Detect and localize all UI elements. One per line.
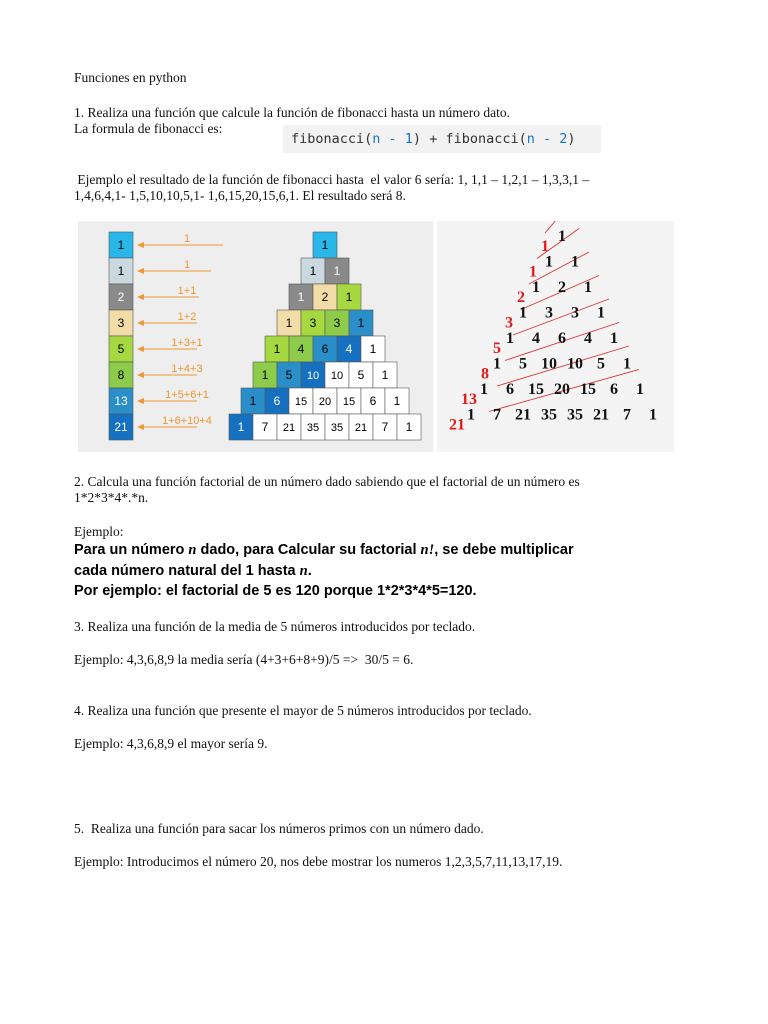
- fib-value: 5: [117, 342, 125, 356]
- fib-label: 8: [481, 365, 489, 383]
- sum-label: 1+1: [177, 285, 197, 297]
- pascal-number: 6: [610, 381, 618, 398]
- factorial-definition-line-2: [74, 561, 312, 581]
- triangle-value: 15: [342, 396, 356, 408]
- triangle-value: 1: [285, 316, 293, 330]
- fib-value: 2: [117, 290, 125, 304]
- triangle-value: 7: [381, 420, 389, 434]
- triangle-value: 1: [249, 394, 257, 408]
- pascal-number: 1: [480, 381, 488, 398]
- bold-1-a: Para un número: [74, 542, 189, 558]
- triangle-value: 2: [321, 290, 329, 304]
- triangle-value: 1: [333, 264, 341, 278]
- pascal-number: 1: [571, 253, 579, 271]
- bold-2-n: n: [299, 563, 308, 579]
- fib-label: 1: [529, 263, 537, 281]
- triangle-value: 35: [330, 422, 344, 434]
- pascal-number: 5: [597, 355, 605, 373]
- exercise-2-formula: 1*2*3*4*.*n.: [74, 490, 149, 505]
- pascal-number: 1: [597, 304, 605, 322]
- formula-call-1: fibonacci(: [291, 131, 373, 147]
- triangle-value: 1: [357, 316, 365, 330]
- fibonacci-formula: [283, 125, 601, 153]
- exercise-3-statement: 3. Realiza una función de la media de 5 números introducidos por teclado.: [74, 619, 476, 634]
- formula-arg-2: n - 2: [526, 131, 568, 147]
- pascal-number: 6: [558, 330, 566, 347]
- triangle-value: 20: [318, 396, 332, 408]
- fib-label: 5: [493, 340, 501, 357]
- pascal-number: 1: [558, 228, 566, 245]
- pascal-number: 15: [528, 381, 544, 398]
- bold-1-n: n: [188, 542, 197, 558]
- fib-value: 13: [114, 394, 128, 408]
- triangle-value: 1: [393, 394, 401, 408]
- exercise-1-example-line-2: 1,4,6,4,1- 1,5,10,10,5,1- 1,6,15,20,15,6,1. El resultado será 8.: [74, 188, 406, 203]
- pascal-number: 1: [545, 253, 553, 271]
- triangle-value: 1: [321, 238, 329, 252]
- exercise-4-example: Ejemplo: 4,3,6,8,9 el mayor sería 9.: [74, 736, 268, 751]
- triangle-value: 15: [294, 396, 308, 408]
- fib-label: 2: [517, 289, 525, 306]
- sum-label: 1+4+3: [171, 363, 203, 375]
- exercise-5-statement: 5. Realiza una función para sacar los números primos con un número dado.: [74, 821, 484, 836]
- bold-2-b: .: [307, 563, 312, 579]
- page-title: Funciones en python: [74, 70, 187, 85]
- pascal-number: 1: [532, 279, 540, 296]
- sum-label: 1+6+10+4: [162, 415, 212, 427]
- pascal-number: 1: [623, 355, 631, 373]
- pascal-number: 10: [541, 355, 557, 373]
- sum-label: 1+2: [177, 311, 197, 323]
- pascal-number: 5: [519, 355, 527, 373]
- fib-value: 3: [117, 316, 125, 330]
- pascal-number: 1: [636, 381, 644, 398]
- triangle-value: 1: [273, 342, 281, 356]
- pascal-number: 3: [571, 304, 579, 322]
- pascal-number: 1: [649, 406, 657, 424]
- pascal-number: 35: [541, 406, 557, 424]
- exercise-5-example: Ejemplo: Introducimos el número 20, nos debe mostrar los numeros 1,2,3,5,7,11,13,17,19.: [74, 854, 563, 869]
- pascal-number: 1: [519, 304, 527, 322]
- triangle-value: 21: [282, 422, 296, 434]
- pascal-number: 10: [567, 355, 583, 373]
- factorial-example: Por ejemplo: el factorial de 5 es 120 porque 1*2*3*4*5=120.: [74, 583, 477, 599]
- fib-value: 1: [117, 264, 125, 278]
- triangle-value: 1: [345, 290, 353, 304]
- triangle-value: 1: [381, 368, 389, 382]
- triangle-value: 10: [330, 370, 344, 382]
- formula-intro: La formula de fibonacci es:: [74, 121, 223, 136]
- pascal-diagonal-figure: [437, 221, 674, 452]
- sum-label: 1+3+1: [171, 337, 203, 349]
- pascal-number: 7: [623, 406, 631, 424]
- triangle-value: 4: [297, 342, 305, 356]
- fib-label: 13: [461, 391, 477, 408]
- pascal-number: 1: [506, 330, 514, 347]
- pascal-number: 1: [610, 330, 618, 347]
- fib-value: 8: [117, 368, 125, 382]
- triangle-value: 6: [321, 342, 329, 356]
- exercise-2-example-label: Ejemplo:: [74, 524, 124, 539]
- triangle-value: 6: [273, 394, 281, 408]
- bold-1-b: dado, para Calcular su factorial: [196, 542, 421, 558]
- pascal-number: 1: [467, 406, 475, 424]
- triangle-value: 1: [369, 342, 377, 356]
- triangle-value: 3: [333, 316, 341, 330]
- fib-label: 1: [541, 238, 549, 255]
- fibonacci-pascal-colored-figure: [78, 221, 433, 452]
- pascal-number: 4: [584, 330, 592, 347]
- formula-arg-1: n - 1: [372, 131, 413, 147]
- triangle-value: 35: [306, 422, 320, 434]
- pascal-number: 6: [506, 381, 514, 398]
- triangle-value: 1: [237, 420, 245, 434]
- exercise-1-statement: 1. Realiza una función que calcule la función de fibonacci hasta un número dato.: [74, 105, 510, 120]
- triangle-value: 6: [369, 394, 377, 408]
- pascal-number: 1: [584, 279, 592, 296]
- formula-call-2: fibonacci(: [445, 131, 527, 147]
- pascal-number: 2: [558, 279, 566, 296]
- triangle-value: 1: [261, 368, 269, 382]
- pascal-number: 1: [493, 355, 501, 373]
- sum-label: 1+5+6+1: [165, 389, 209, 401]
- fib-label: 3: [505, 314, 513, 332]
- exercise-2-statement: 2. Calcula una función factorial de un número dado sabiendo que el factorial de un número es: [74, 474, 580, 489]
- triangle-value: 5: [357, 368, 365, 382]
- bold-2-a: cada número natural del 1 hasta: [74, 563, 300, 579]
- formula-close-1: ): [412, 131, 422, 147]
- triangle-value: 21: [354, 422, 368, 434]
- sum-label: 1: [183, 233, 191, 245]
- triangle-value: 1: [405, 420, 413, 434]
- bold-1-n2: n!: [420, 542, 435, 558]
- triangle-value: 1: [309, 264, 317, 278]
- pascal-number: 15: [580, 381, 596, 398]
- triangle-value: 4: [345, 342, 353, 356]
- pascal-number: 20: [554, 381, 570, 398]
- pascal-number: 21: [515, 406, 531, 424]
- pascal-number: 21: [593, 406, 609, 424]
- factorial-definition-line-1: [74, 540, 574, 560]
- pascal-number: 4: [532, 330, 540, 347]
- pascal-number: 7: [493, 406, 501, 424]
- bold-1-c: , se debe multiplicar: [434, 542, 574, 558]
- triangle-value: 7: [261, 420, 269, 434]
- pascal-number: 35: [567, 406, 583, 424]
- triangle-value: 10: [306, 370, 320, 382]
- triangle-value: 5: [285, 368, 293, 382]
- formula-plus: +: [421, 131, 446, 147]
- sum-label: 1: [183, 259, 191, 271]
- exercise-3-example: Ejemplo: 4,3,6,8,9 la media sería (4+3+6+8+9)/5 => 30/5 = 6.: [74, 652, 414, 667]
- exercise-4-statement: 4. Realiza una función que presente el mayor de 5 números introducidos por teclado.: [74, 703, 532, 718]
- pascal-number: 3: [545, 304, 553, 322]
- fib-value: 1: [117, 238, 125, 252]
- fib-value: 21: [114, 420, 128, 434]
- formula-close-2: ): [567, 131, 576, 147]
- fib-label: 21: [449, 416, 465, 434]
- triangle-value: 3: [309, 316, 317, 330]
- exercise-1-example-line-1: Ejemplo el resultado de la función de fibonacci hasta el valor 6 sería: 1, 1,1 – 1,2,1 – 1,3,3,1 –: [74, 172, 590, 187]
- triangle-value: 1: [297, 290, 305, 304]
